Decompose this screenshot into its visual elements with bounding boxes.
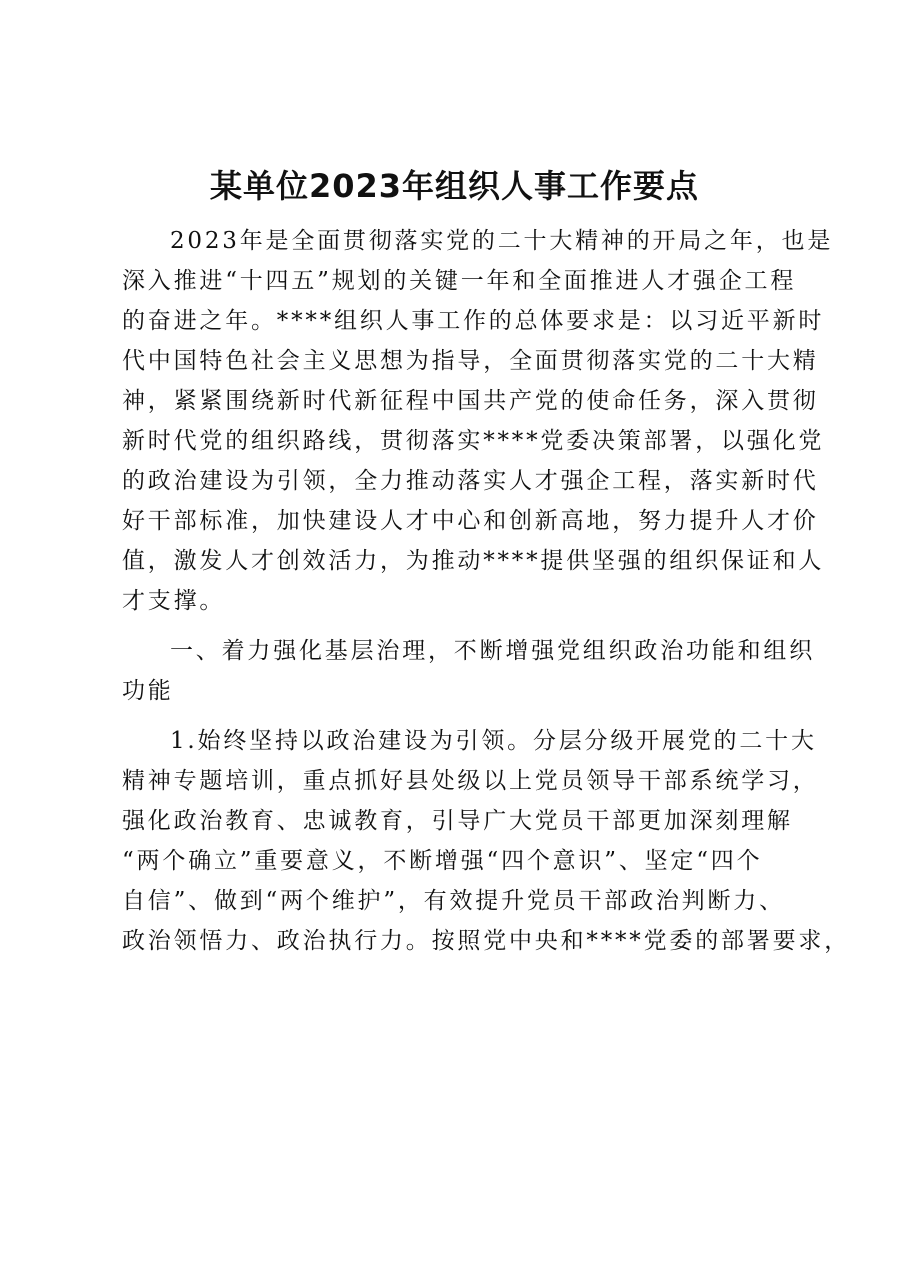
text-line: 代中国特色社会主义思想为指导，全面贯彻落实党的二十大精 xyxy=(122,348,819,374)
text-line: 的政治建设为引领，全力推动落实人才强企工程，落实新时代 xyxy=(122,468,819,494)
section-heading-1 xyxy=(122,631,815,711)
text-line: 值，激发人才创效活力，为推动****提供坚强的组织保证和人 xyxy=(122,548,825,574)
text-line: 的奋进之年。****组织人事工作的总体要求是：以习近平新时 xyxy=(122,308,825,334)
item-paragraph-1 xyxy=(122,721,850,961)
text-line: 好干部标准，加快建设人才中心和创新高地，努力提升人才价 xyxy=(122,508,819,534)
document-title: 某单位2023年组织人事工作要点 xyxy=(209,167,700,205)
text-line: “两个确立”重要意义，不断增强“四个意识”、坚定“四个 xyxy=(122,848,763,874)
text-line: 一、着力强化基层治理，不断增强党组织政治功能和组织 xyxy=(170,638,815,664)
intro-paragraph xyxy=(122,221,834,621)
text-line: 1.始终坚持以政治建设为引领。分层分级开展党的二十大 xyxy=(170,728,817,754)
text-line: 新时代党的组织路线，贯彻落实****党委决策部署，以强化党 xyxy=(122,428,825,454)
text-line: 才支撑。 xyxy=(122,588,226,614)
text-line: 功能 xyxy=(122,678,174,704)
text-line: 自信”、做到“两个维护”，有效提升党员干部政治判断力、 xyxy=(122,888,785,914)
text-line: 深入推进“十四五”规划的关键一年和全面推进人才强企工程 xyxy=(122,268,797,294)
document-body xyxy=(122,221,850,961)
text-line: 政治领悟力、政治执行力。按照党中央和****党委的部署要求， xyxy=(122,928,850,954)
text-line: 神，紧紧围绕新时代新征程中国共产党的使命任务，深入贯彻 xyxy=(122,388,819,414)
text-line: 强化政治教育、忠诚教育，引导广大党员干部更加深刻理解 xyxy=(122,808,793,834)
text-line: 2023年是全面贯彻落实党的二十大精神的开局之年，也是 xyxy=(170,228,834,254)
text-line: 精神专题培训，重点抓好县处级以上党员领导干部系统学习， xyxy=(122,768,819,794)
